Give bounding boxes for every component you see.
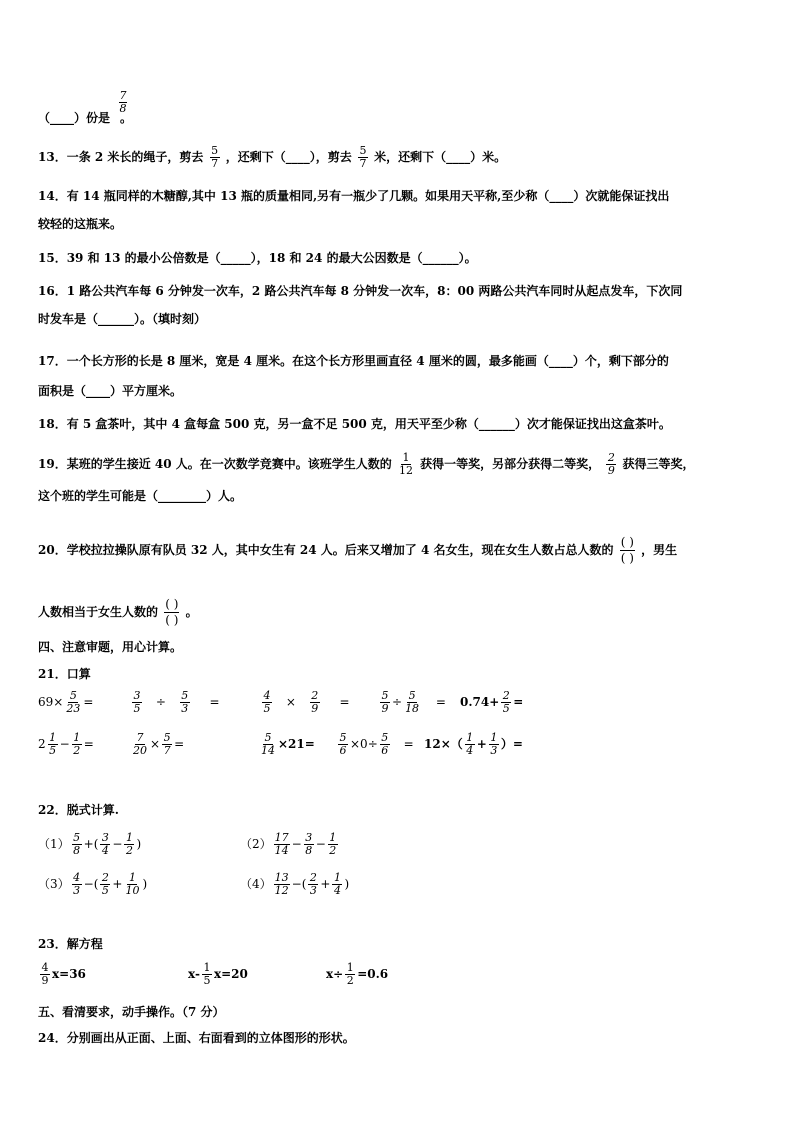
q23-eq1 — [38, 962, 86, 987]
q21-e3-frac2 — [310, 690, 320, 715]
q21-e6-frac2 — [72, 732, 82, 757]
q22-p1-o1: +( — [83, 837, 99, 851]
q21-e4-n1: 5 — [381, 689, 389, 702]
q22-p3-f3 — [124, 872, 140, 897]
q22-p3-n2: 2 — [101, 871, 109, 884]
q21-e3-d1: 5 — [263, 702, 271, 715]
q22-p1-n3: 1 — [125, 831, 133, 844]
q21-e10-frac1 — [465, 732, 475, 757]
q22-p1-d1: 8 — [73, 844, 81, 857]
q22-p4-f1 — [274, 872, 290, 897]
q23-eq3-den: 2 — [346, 974, 354, 987]
q23-title: 23．解方程 — [38, 937, 103, 951]
q13-a: 13．一条 2 米长的绳子，剪去 — [38, 150, 204, 164]
q21-e9-d1: 6 — [339, 744, 347, 757]
q23-eq1-den: 9 — [41, 974, 49, 987]
q21-e8-b: ×21= — [278, 737, 315, 751]
q21-e7-n1: 7 — [136, 731, 144, 744]
q21-e4-d2: 18 — [405, 702, 420, 715]
q21-e5-num: 2 — [502, 689, 510, 702]
q21-e6-op: − — [59, 737, 70, 751]
q21-e9-op: ×0÷ — [350, 737, 378, 751]
q22-p3 — [38, 872, 147, 897]
q12-frac-num: 7 — [119, 89, 127, 102]
q22-p3-f2 — [100, 872, 110, 897]
q22-p3-n3: 1 — [128, 871, 136, 884]
q23-eq3 — [326, 962, 388, 987]
q21-e7-d2: 7 — [163, 744, 171, 757]
q21-e4-op: ÷ — [392, 695, 403, 709]
q21-e6 — [38, 732, 94, 757]
q21-e3 — [260, 690, 350, 715]
q21-e8-frac — [260, 732, 276, 757]
q22-title: 22．脱式计算. — [38, 803, 119, 817]
q22-p3-f1 — [72, 872, 82, 897]
q21-e10-d2: 3 — [490, 744, 498, 757]
q23-eq3-a: x÷ — [326, 967, 344, 981]
q20-f1-num: ( ) — [620, 535, 634, 549]
q21-e7-b: = — [174, 737, 185, 751]
q22-p2-f1 — [274, 832, 290, 857]
question-19-line2: 这个班的学生可能是（________）人。 — [38, 489, 243, 503]
q21-e7-op: × — [150, 737, 161, 751]
q21-e3-d2: 9 — [311, 702, 319, 715]
q13-frac1 — [210, 145, 220, 170]
q20-line2a: 人数相当于女生人数的 — [38, 605, 159, 619]
q21-e2-n1: 3 — [133, 689, 141, 702]
q23-eq1-b: x=36 — [52, 967, 86, 981]
q22-p4-f3 — [332, 872, 342, 897]
q21-e2-d2: 3 — [181, 702, 189, 715]
section-5-heading: 五、看清要求，动手操作。（7 分） — [38, 1005, 225, 1019]
q19-c: 获得三等奖， — [622, 457, 695, 471]
q22-p2-n3: 1 — [329, 831, 337, 844]
question-14-line2: 较轻的这瓶来。 — [38, 217, 123, 231]
q19-f2-den: 9 — [607, 464, 615, 477]
q21-e7-d1: 20 — [133, 744, 147, 757]
q21-e3-b: = — [339, 695, 350, 709]
q22-p4-n3: 1 — [333, 871, 341, 884]
q21-e10-a: 12×（ — [424, 737, 463, 751]
question-14-line1: 14．有 14 瓶同样的木糖醇,其中 13 瓶的质量相同,另有一瓶少了几颗。如果用天平称,至少称（____）次就能保证找出 — [38, 189, 670, 203]
q21-e1-num: 5 — [69, 689, 77, 702]
q22-p3-end: ) — [142, 877, 148, 891]
q22-p3-n1: 4 — [73, 871, 81, 884]
q22-p3-label: （3） — [38, 877, 70, 891]
q21-e10-b: ）= — [500, 737, 523, 751]
q21-e4-d1: 9 — [381, 702, 389, 715]
q22-p4-d2: 3 — [309, 884, 317, 897]
q22-p3-d3: 10 — [125, 884, 140, 897]
q22-p1-d3: 2 — [125, 844, 133, 857]
q23-eq3-num: 1 — [346, 961, 354, 974]
q21-title: 21．口算 — [38, 667, 91, 681]
q22-p1-f3 — [124, 832, 134, 857]
q22-p3-d2: 5 — [101, 884, 109, 897]
question-17-line2: 面积是（____）平方厘米。 — [38, 384, 183, 398]
q22-p2-d1: 14 — [274, 844, 289, 857]
q23-eq2-num: 1 — [203, 961, 211, 974]
question-17-line1: 17．一个长方形的长是 8 厘米，宽是 4 厘米。在这个长方形里画直径 4 厘米的圆，最多能画（____）个，剩下部分的 — [38, 354, 669, 368]
q21-e6-n2: 1 — [73, 731, 81, 744]
q21-e10-d1: 4 — [466, 744, 474, 757]
question-20-line1 — [38, 535, 677, 566]
q13-f2-den: 7 — [359, 157, 367, 170]
question-20-line2 — [38, 597, 198, 628]
q20-frac2 — [164, 597, 179, 628]
q21-e5-frac — [501, 690, 511, 715]
q22-p2-d2: 8 — [305, 844, 313, 857]
question-16-line2: 时发车是（______）。（填时刻） — [38, 312, 207, 326]
q21-e5 — [460, 690, 523, 715]
q12-text: （____）份是 — [38, 111, 111, 125]
q22-p2-d3: 2 — [329, 844, 337, 857]
q22-p4-label: （4） — [240, 877, 272, 891]
q19-f1-num: 1 — [402, 451, 410, 464]
q21-e4-frac1 — [380, 690, 390, 715]
q21-e10-n2: 1 — [490, 731, 498, 744]
q19-a: 19．某班的学生接近 40 人。在一次数学竞赛中。该班学生人数的 — [38, 457, 392, 471]
q21-e2-d1: 5 — [133, 702, 141, 715]
q22-p1-o2: − — [112, 837, 123, 851]
q22-p4 — [240, 872, 349, 897]
q21-e2 — [130, 690, 220, 715]
question-18: 18．有 5 盒茶叶，其中 4 盒每盒 500 克，另一盒不足 500 克，用天平至少称（______）次才能保证找出这盒茶叶。 — [38, 417, 671, 431]
q23-eq2-b: x=20 — [213, 967, 248, 981]
q21-e4-frac2 — [404, 690, 420, 715]
q21-e3-op: × — [285, 695, 296, 709]
q21-e7 — [130, 732, 184, 757]
q21-e8 — [258, 732, 315, 757]
q21-e10-frac2 — [489, 732, 499, 757]
q22-p3-o2: + — [112, 877, 123, 891]
q13-f2-num: 5 — [359, 144, 367, 157]
q12-end: 。 — [120, 111, 133, 125]
q21-e4 — [378, 690, 446, 715]
q22-p4-n1: 13 — [274, 871, 289, 884]
q21-e7-n2: 5 — [163, 731, 171, 744]
q21-e6-d2: 2 — [73, 744, 81, 757]
q22-p1-n2: 3 — [101, 831, 109, 844]
q19-frac2 — [606, 452, 616, 477]
q20-b: ，男生 — [641, 543, 678, 557]
q21-e6-n1: 1 — [49, 731, 57, 744]
q22-p2-label: （2） — [240, 837, 272, 851]
q20-f1-den: ( ) — [620, 551, 634, 565]
question-19-line1 — [38, 452, 695, 477]
q21-e10-n1: 1 — [466, 731, 474, 744]
q21-e3-n2: 2 — [311, 689, 319, 702]
q19-f1-den: 12 — [398, 464, 413, 477]
q22-p2-n1: 17 — [274, 831, 289, 844]
q13-f1-num: 5 — [211, 144, 219, 157]
q21-e1-frac — [65, 690, 81, 715]
q23-eq1-num: 4 — [41, 961, 49, 974]
q13-frac2 — [358, 145, 368, 170]
q23-eq2-frac — [202, 962, 212, 987]
question-24: 24．分别画出从正面、上面、右面看到的立体图形的形状。 — [38, 1031, 355, 1045]
q23-eq2-a: x- — [188, 967, 200, 981]
q21-e5-den: 5 — [502, 702, 510, 715]
q21-e8-den: 14 — [261, 744, 275, 757]
q22-p1-n1: 5 — [73, 831, 81, 844]
q21-e10-op: + — [476, 737, 487, 751]
q20-frac1 — [620, 535, 635, 566]
q23-eq1-frac — [40, 962, 50, 987]
q21-e3-frac1 — [262, 690, 272, 715]
q21-e6-whole: 2 — [38, 737, 46, 751]
q21-e9-frac2 — [380, 732, 390, 757]
q12-frac-den: 8 — [119, 102, 127, 115]
q21-e2-n2: 5 — [181, 689, 189, 702]
q20-f2-num: ( ) — [165, 597, 179, 611]
q23-eq2 — [188, 962, 248, 987]
q21-e7-frac1 — [132, 732, 148, 757]
q21-e9-frac1 — [338, 732, 348, 757]
q21-e4-n2: 5 — [408, 689, 416, 702]
q21-e10 — [424, 732, 523, 757]
q22-p4-end: ) — [344, 877, 350, 891]
q22-p1-end: ) — [136, 837, 142, 851]
q21-e9-n2: 5 — [381, 731, 389, 744]
q21-e2-frac1 — [132, 690, 142, 715]
q21-e8-num: 5 — [264, 731, 272, 744]
q22-p4-f2 — [308, 872, 318, 897]
q22-p1-label: （1） — [38, 837, 70, 851]
q22-p3-d1: 3 — [73, 884, 81, 897]
q20-line2b: 。 — [185, 605, 198, 619]
q21-e9-n1: 5 — [339, 731, 347, 744]
question-15: 15．39 和 13 的最小公倍数是（_____），18 和 24 的最大公因数是（______）。 — [38, 251, 477, 265]
q22-p2-o1: − — [291, 837, 302, 851]
q12-tail — [38, 110, 132, 126]
q22-p2-n2: 3 — [305, 831, 313, 844]
q21-e9-b: = — [403, 737, 414, 751]
q20-f2-den: ( ) — [165, 613, 179, 627]
q23-eq2-den: 5 — [203, 974, 211, 987]
q23-eq3-b: =0.6 — [357, 967, 389, 981]
q20-a: 20．学校拉拉操队原有队员 32 人，其中女生有 24 人。后来又增加了 4 名女生，现在女生人数占总人数的 — [38, 543, 614, 557]
question-13 — [38, 145, 506, 170]
q22-p2-o2: − — [315, 837, 326, 851]
q22-p1-d2: 4 — [101, 844, 109, 857]
q21-e2-op: ÷ — [155, 695, 166, 709]
q13-c: 米，还剩下（____）米。 — [374, 150, 507, 164]
q21-e4-b: = — [435, 695, 446, 709]
q21-e6-b: = — [83, 737, 94, 751]
section-4-heading: 四、注意审题，用心计算。 — [38, 640, 183, 654]
q21-e3-n1: 4 — [263, 689, 271, 702]
q22-p4-d1: 12 — [274, 884, 289, 897]
q22-p3-o1: −( — [83, 877, 99, 891]
q21-e9 — [336, 732, 414, 757]
q22-p1-f1 — [72, 832, 82, 857]
q22-p1-f2 — [100, 832, 110, 857]
q21-e2-b: = — [209, 695, 220, 709]
q13-b: ，还剩下（____），剪去 — [225, 150, 352, 164]
q19-b: 获得一等奖，另部分获得二等奖， — [420, 457, 601, 471]
q22-p1 — [38, 832, 141, 857]
q13-f1-den: 7 — [211, 157, 219, 170]
q23-eq3-frac — [345, 962, 355, 987]
q21-e1-b: = — [83, 695, 94, 709]
q22-p4-o1: −( — [291, 877, 307, 891]
q22-p2 — [240, 832, 340, 857]
q19-f2-num: 2 — [607, 451, 615, 464]
q22-p4-d3: 4 — [333, 884, 341, 897]
question-16-line1: 16．1 路公共汽车每 6 分钟发一次车，2 路公共汽车每 8 分钟发一次车，8：00 两路公共汽车同时从起点发车，下次同 — [38, 284, 683, 298]
q21-e1-den: 23 — [66, 702, 81, 715]
q22-p2-f2 — [304, 832, 314, 857]
q21-e7-frac2 — [162, 732, 172, 757]
q21-e9-d2: 6 — [381, 744, 389, 757]
q21-e5-b: = — [513, 695, 524, 709]
q21-e2-frac2 — [180, 690, 190, 715]
q22-p2-f3 — [328, 832, 338, 857]
q21-e1-a: 69× — [38, 695, 64, 709]
q19-frac1 — [398, 452, 414, 477]
q22-p4-n2: 2 — [309, 871, 317, 884]
q21-e6-d1: 5 — [49, 744, 57, 757]
q22-p4-o2: + — [320, 877, 331, 891]
q21-e1 — [38, 690, 93, 715]
q21-e5-a: 0.74+ — [460, 695, 500, 709]
q21-e6-frac1 — [48, 732, 58, 757]
